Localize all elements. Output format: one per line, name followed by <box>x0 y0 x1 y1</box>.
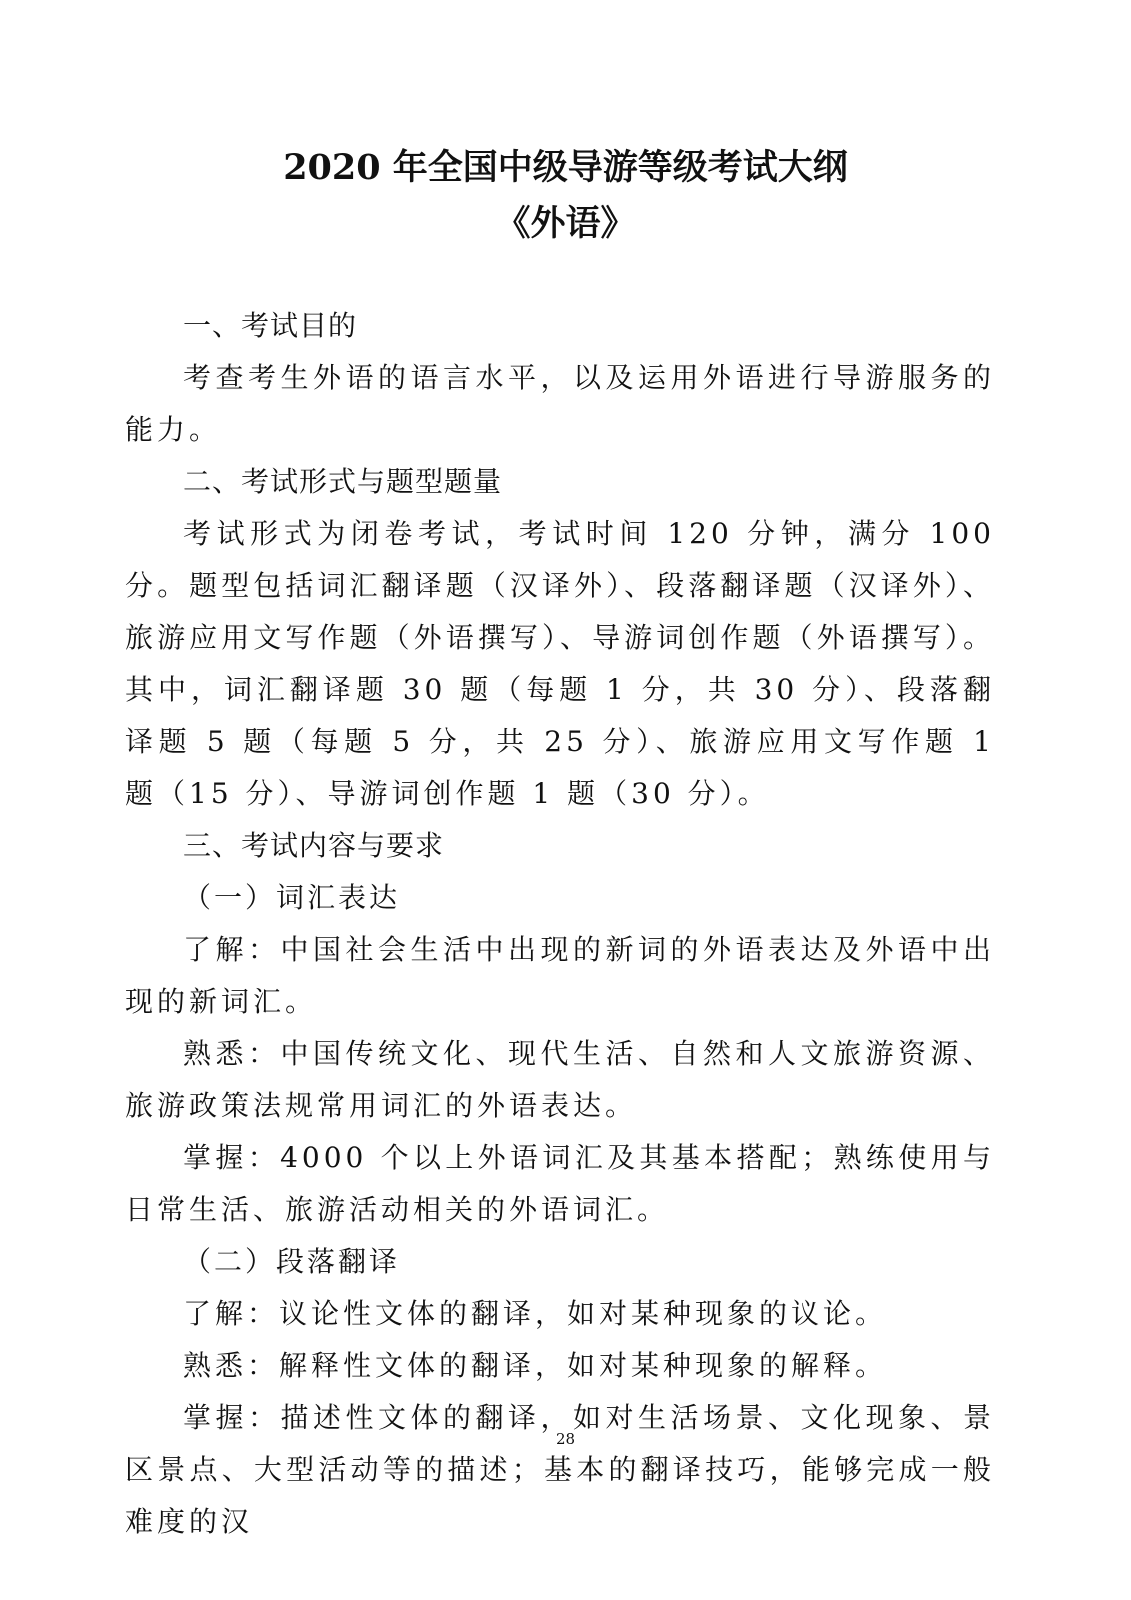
paragraph-purpose: 考查考生外语的语言水平，以及运用外语进行导游服务的能力。 <box>125 361 995 446</box>
paragraph-format: 考试形式为闭卷考试，考试时间 120 分钟，满分 100 分。题型包括词汇翻译题（汉译外）、段落翻译题（汉译外）、旅游应用文写作题（外语撰写）、导游词创作题（外语撰写）。其中，词汇翻译题 30 题（每题 1 分，共 30 分）、段落翻译题 5 题（每题 5 分，共 25 分）、旅游应用文写作题 1 题（15 分）、导游词创作题 1 题（30 分）。 <box>125 517 995 810</box>
section-heading-format: 二、考试形式与题型题量 <box>183 465 503 498</box>
section-heading-purpose: 一、考试目的 <box>183 309 358 342</box>
section-heading-content: 三、考试内容与要求 <box>183 829 445 862</box>
paragraph-translation-understand: 了解：议论性文体的翻译，如对某种现象的议论。 <box>183 1297 888 1330</box>
subsection-heading-vocabulary: （一）词汇表达 <box>183 881 401 914</box>
document-body <box>125 300 995 1548</box>
paragraph-translation-master: 掌握：描述性文体的翻译，如对生活场景、文化现象、景区景点、大型活动等的描述；基本的翻译技巧，能够完成一般难度的汉 <box>125 1401 995 1538</box>
document-title: 2020 年全国中级导游等级考试大纲 <box>283 147 848 188</box>
paragraph-vocab-master: 掌握：4000 个以上外语词汇及其基本搭配；熟练使用与日常生活、旅游活动相关的外语词汇。 <box>125 1141 995 1226</box>
subsection-heading-translation: （二）段落翻译 <box>183 1245 401 1278</box>
paragraph-translation-familiar: 熟悉：解释性文体的翻译，如对某种现象的解释。 <box>183 1349 888 1382</box>
document-subtitle: 《外语》 <box>495 203 636 244</box>
paragraph-vocab-understand: 了解：中国社会生活中出现的新词的外语表达及外语中出现的新词汇。 <box>125 933 995 1018</box>
page-number: 28 <box>555 1430 576 1448</box>
paragraph-vocab-familiar: 熟悉：中国传统文化、现代生活、自然和人文旅游资源、旅游政策法规常用词汇的外语表达。 <box>125 1037 995 1122</box>
